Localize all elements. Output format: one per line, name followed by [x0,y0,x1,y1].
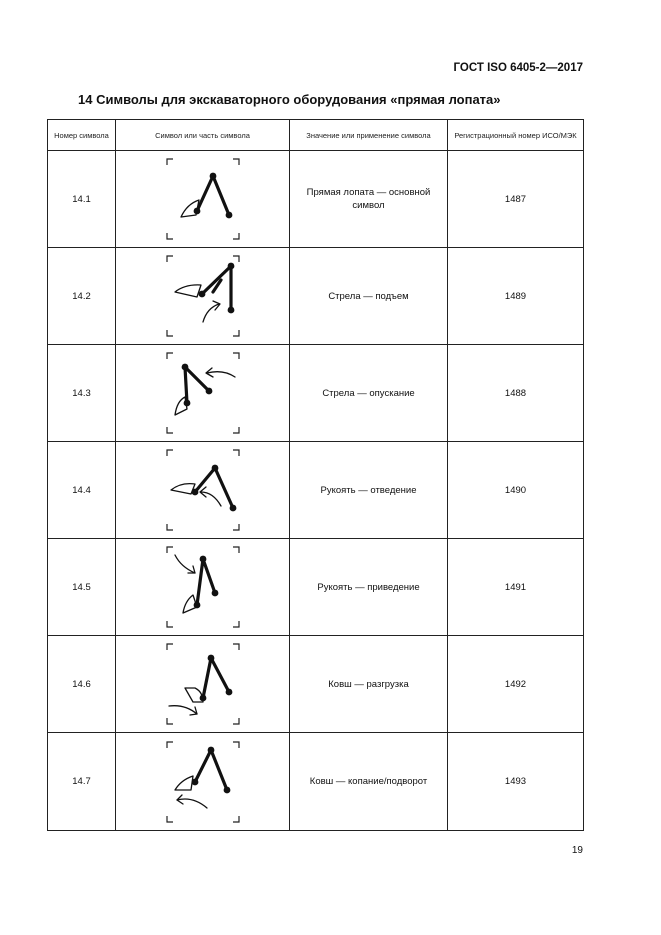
table-row [48,345,584,442]
symbol-cell [116,539,290,636]
table-row [48,539,584,636]
header-symbol: Символ или часть символа [116,120,290,151]
bucket-dig-icon [155,738,251,826]
header-number: Номер символа [48,120,116,151]
symbol-cell [116,248,290,345]
meaning-cell: Ковш — разгрузка [290,636,448,733]
symbol-cell [116,151,290,248]
bucket-dump-icon [155,640,251,728]
table-row [48,636,584,733]
symbols-table [47,119,584,831]
table-row [48,151,584,248]
meaning-cell: Рукоять — отведение [290,442,448,539]
symbol-cell [116,733,290,831]
boom-lower-icon [155,349,251,437]
row-number: 14.1 [48,151,116,248]
row-number: 14.2 [48,248,116,345]
header-meaning: Значение или применение символа [290,120,448,151]
table-row [48,442,584,539]
meaning-cell: Стрела — опускание [290,345,448,442]
meaning-cell: Стрела — подъем [290,248,448,345]
page-number: 19 [571,845,583,856]
registration-cell: 1491 [448,539,584,636]
table-row [48,733,584,831]
symbol-cell [116,345,290,442]
header-registration: Регистрационный номер ИСО/МЭК [448,120,584,151]
meaning-cell: Ковш — копание/подворот [290,733,448,831]
registration-cell: 1487 [448,151,584,248]
registration-cell: 1492 [448,636,584,733]
registration-cell: 1490 [448,442,584,539]
stick-in-icon [155,543,251,631]
shovel-basic-icon [155,155,251,243]
symbol-cell [116,442,290,539]
symbol-cell [116,636,290,733]
table-row [48,248,584,345]
row-number: 14.4 [48,442,116,539]
row-number: 14.3 [48,345,116,442]
document-code: ГОСТ ISO 6405-2—2017 [453,62,583,74]
registration-cell: 1493 [448,733,584,831]
row-number: 14.7 [48,733,116,831]
stick-out-icon [155,446,251,534]
boom-raise-icon [155,252,251,340]
registration-cell: 1489 [448,248,584,345]
registration-cell: 1488 [448,345,584,442]
meaning-cell: Рукоять — приведение [290,539,448,636]
row-number: 14.5 [48,539,116,636]
section-title: 14 Символы для экскаваторного оборудования «прямая лопата» [78,92,501,107]
table-header-row [48,120,584,151]
row-number: 14.6 [48,636,116,733]
meaning-cell: Прямая лопата — основной символ [290,151,448,248]
